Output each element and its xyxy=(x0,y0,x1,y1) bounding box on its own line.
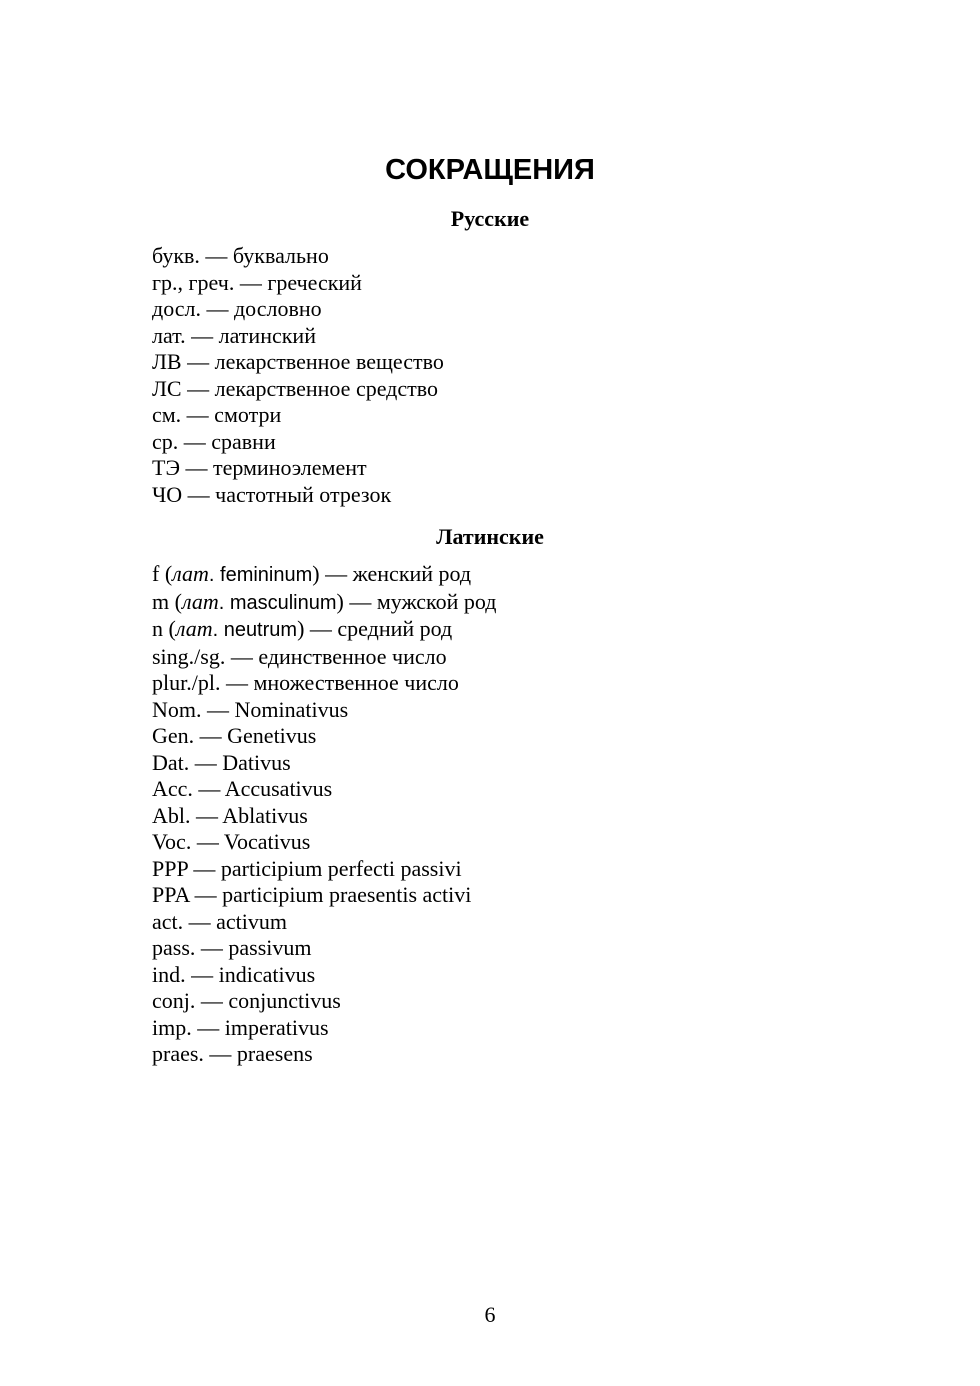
meaning: ) — средний род xyxy=(297,616,453,641)
list-item: Voc. — Vocativus xyxy=(152,829,311,854)
language-marker: лат xyxy=(172,561,209,586)
list-item: ЧО — частотный отрезок xyxy=(152,481,392,507)
list-item: ЛВ — лекарственное вещество xyxy=(152,349,444,374)
abbreviation: f ( xyxy=(152,561,173,586)
list-item: PPA — participium praesentis activi xyxy=(152,882,472,907)
list-item: букв. — буквально xyxy=(152,243,329,268)
list-item: Nom. — Nominativus xyxy=(152,696,349,722)
latin-abbreviation-list xyxy=(152,561,496,1068)
list-item: ср. — сравни xyxy=(152,428,276,454)
list-item: sing./sg. — единственное число xyxy=(152,643,447,669)
latin-term: . masculinum xyxy=(218,591,337,614)
abbreviation: m ( xyxy=(152,588,182,614)
meaning: ) — женский род xyxy=(312,561,472,586)
language-marker: лат xyxy=(181,588,219,614)
list-item-gender-feminine xyxy=(152,561,496,589)
section-heading-russian: Русские xyxy=(450,206,530,231)
page-title: СОКРАЩЕНИЯ xyxy=(385,154,595,186)
list-item: act. — activum xyxy=(152,908,288,934)
list-item: ЛС — лекарственное средство xyxy=(152,375,438,401)
list-item: conj. — conjunctivus xyxy=(152,988,341,1013)
list-item: см. — смотри xyxy=(152,402,282,427)
latin-term: . femininum xyxy=(208,564,313,586)
list-item: Acc. — Accusativus xyxy=(152,776,333,801)
list-item: ТЭ — терминоэлемент xyxy=(152,455,367,480)
section-heading-latin: Латинские xyxy=(436,524,544,549)
page-number: 6 xyxy=(484,1302,496,1327)
list-item-gender-neuter xyxy=(152,616,496,644)
list-item: досл. — дословно xyxy=(152,296,322,321)
list-item: лат. — латинский xyxy=(152,322,316,348)
list-item: praes. — praesens xyxy=(152,1041,313,1066)
list-item: imp. — imperativus xyxy=(152,1014,329,1040)
list-item: гр., греч. — греческий xyxy=(152,269,362,295)
abbreviation: n ( xyxy=(152,616,176,641)
list-item: Gen. — Genetivus xyxy=(152,723,317,748)
list-item: Dat. — Dativus xyxy=(152,749,291,775)
language-marker: лат xyxy=(175,616,213,641)
meaning: ) — мужской род xyxy=(336,588,497,614)
list-item: plur./pl. — множественное число xyxy=(152,670,459,695)
latin-term: . neutrum xyxy=(212,619,298,641)
list-item-gender-masculine xyxy=(152,589,496,617)
list-item: ind. — indicativus xyxy=(152,961,316,987)
list-item: Abl. — Ablativus xyxy=(152,802,308,828)
russian-abbreviation-list xyxy=(152,243,444,508)
list-item: PPP — participium perfecti passivi xyxy=(152,855,462,881)
list-item: pass. — passivum xyxy=(152,935,312,960)
